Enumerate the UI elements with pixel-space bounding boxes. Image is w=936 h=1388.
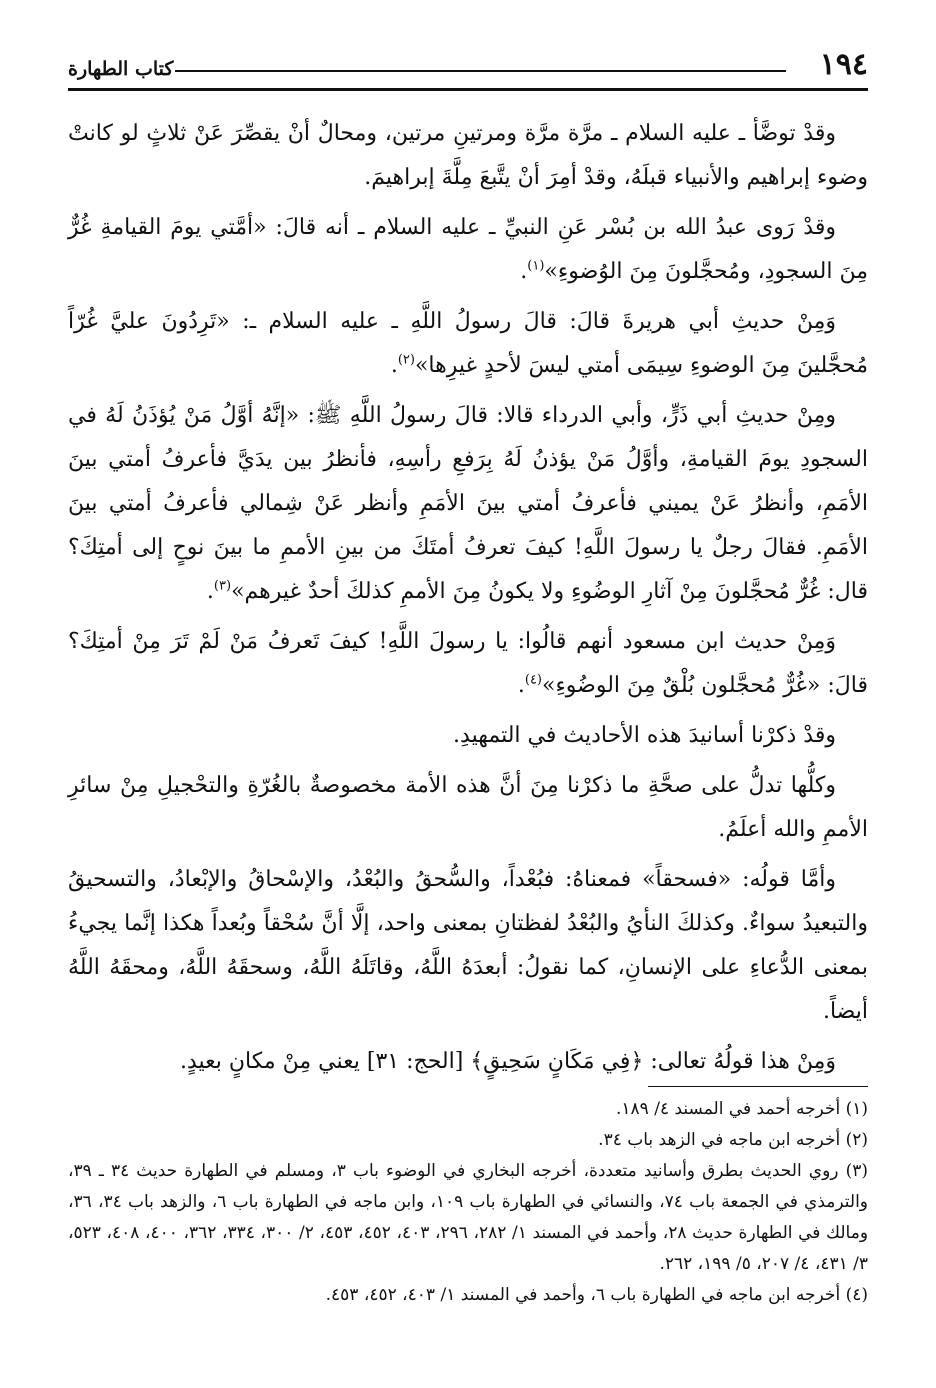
footnote: (٣) روي الحديث بطرق وأسانيد متعددة، أخرجه البخاري في الوضوء باب ٣، ومسلم في الطهارة حديث ٣٤ ـ ٣٩، والترمذي في الجمعة باب ٧٤، والنسائي في الطهارة باب ١٠٩، وابن ماجه في الطهارة باب ٦، والزهد باب ٣٤، ٣٦، ومالك في الطهارة حديث ٢٨، وأحمد في المسند ١/ ٢٨٢، ٢٩٦، ٤٠٣، ٤٥٢، ٤٥٣، ٢/ ٣٠٠، ٣٣٤، ٣٦٢، ٤٠٠، ٤٠٨، ٥٢٣، ٣/ ٤٣١، ٤/ ٢٠٧، ٥/ ١٩٩، ٢٦٢. — [68, 1161, 869, 1274]
footnotes — [68, 1094, 868, 1311]
footnote: (١) أخرجه أحمد في المسند ٤/ ١٨٩. — [616, 1099, 868, 1119]
page-number: ١٩٤ — [819, 47, 868, 82]
main-text — [68, 112, 868, 1090]
footnote-separator — [648, 1086, 868, 1087]
footnote-marker: (٣) — [213, 578, 232, 594]
paragraph: وقدْ رَوى عبدُ الله بن بُسْر عَنِ النبيِّ ـ عليه السلام ـ أنه قالَ: «أمَّتي يومَ القيامةِ غُرٌّ مِنَ السجودِ، ومُحجَّلونَ مِنَ الوُضوءِ»$^{(١)}$. — [68, 215, 868, 284]
paragraph: وَمِنْ حديث ابن مسعود أنهم قالُوا: يا رسولَ اللَّهِ! كيفَ تَعرفُ مَنْ لَمْ تَرَ مِنْ أمتِكَ؟ قالَ: «غُرٌّ مُحجَّلون بُلْقٌ مِنَ الوضُوءِ»$^{(٤)}$. — [68, 629, 868, 698]
footnote: (٢) أخرجه ابن ماجه في الزهد باب ٣٤. — [598, 1130, 868, 1150]
running-title: كتاب الطهارة — [68, 58, 174, 80]
footnote-marker: (٤) — [524, 672, 542, 688]
footnote-marker: (١) — [527, 258, 545, 274]
paragraph: وَمِنْ حديثِ أبي هريرةَ قالَ: قالَ رسولُ اللَّهِ ـ عليه السلام ـ: «تَرِدُونَ عليَّ غُرّاً مُحجَّلينَ مِنَ الوضوءِ سِيمَى أمتي ليسَ لأحدٍ غيرِها»$^{(٢)}$. — [68, 309, 868, 378]
paragraph: ومِنْ حديثِ أبي ذَرٍّ، وأبي الدرداء قالا: قالَ رسولُ اللَّهِ ﷺ: «إنَّهُ أوَّلُ مَنْ يُؤذَنُ لَهُ في السجودِ يومَ القيامةِ، وأوَّلُ مَنْ يؤذنُ لَهُ بِرَفعِ رأسِهِ، فأنظرُ بين يدَيَّ فأعرفُ أمتي بينَ الأمَمِ، وأنظرُ عَنْ يميني فأعرفُ أمتي بينَ الأمَمِ وأنظر عَنْ شِمالي فأعرفُ أمتي بينَ الأمَمِ. فقالَ رجلٌ يا رسولَ اللَّهِ! كيفَ تعرفُ أمتَكَ من بينِ الأممِ ما بينَ نوحٍ إلى أمتِكَ؟ قال: غُرٌّ مُحجَّلونَ مِنْ آثارِ الوضُوءِ ولا يكونُ مِنَ الأممِ كذلكَ أحدٌ غيرهم»$^{(٣)}$. — [68, 403, 868, 604]
paragraph: وقدْ ذكرْنا أسانيدَ هذه الأحاديث في التمهيدِ. — [453, 723, 836, 748]
footnote-marker: (٢) — [397, 352, 415, 368]
header-rule — [68, 88, 868, 91]
paragraph: وقدْ توضَّأ ـ عليه السلام ـ مرَّة مرَّة ومرتينِ مرتين، ومحالٌ أنْ يقصِّرَ عَنْ ثلاثٍ لو كانتْ وضوء إبراهيم والأنبياء قبلَهُ، وقدْ أمِرَ أنْ يتَّبعَ مِلَّةَ إبراهيمَ. — [68, 121, 868, 190]
footnote: (٤) أخرجه ابن ماجه في الطهارة باب ٦، وأحمد في المسند ١/ ٤٠٣، ٤٥٢، ٤٥٣. — [325, 1285, 868, 1305]
running-header — [68, 40, 868, 82]
paragraph: وأمَّا قولُه: «فسحقاً» فمعناهُ: فبُعْداً، والسُّحقُ والبُعْدُ، والإسْحاقُ والإبْعادُ، والتسحيقُ والتبعيدُ سواءٌ. وكذلكَ النأيُ والبُعْدُ لفظتانِ بمعنى واحد، إلَّا أنَّ سُحْقاً وبُعداً هكذا إنَّما يجيءُ بمعنى الدُّعاءِ على الإنسانِ، كما نقولُ: أبعدَهُ اللَّهُ، وقاتَلَهُ اللَّهُ، وسحقَهُ اللَّهُ، ومحقَهُ اللَّهُ أيضاً. — [68, 867, 868, 1024]
header-dash-line — [175, 70, 786, 72]
paragraph: وكلُّها تدلُّ على صحَّةِ ما ذكرْنا مِنَ أنَّ هذه الأمة مخصوصةٌ بالغُرّةِ والتحْجيلِ مِنْ سائرِ الأممِ والله أعلَمُ. — [68, 773, 868, 842]
paragraph: وَمِنْ هذا قولُهُ تعالى: ﴿فِي مَكَانٍ سَحِيقٍ﴾ [الحج: ٣١] يعني مِنْ مكانٍ بعيدٍ. — [179, 1049, 836, 1074]
